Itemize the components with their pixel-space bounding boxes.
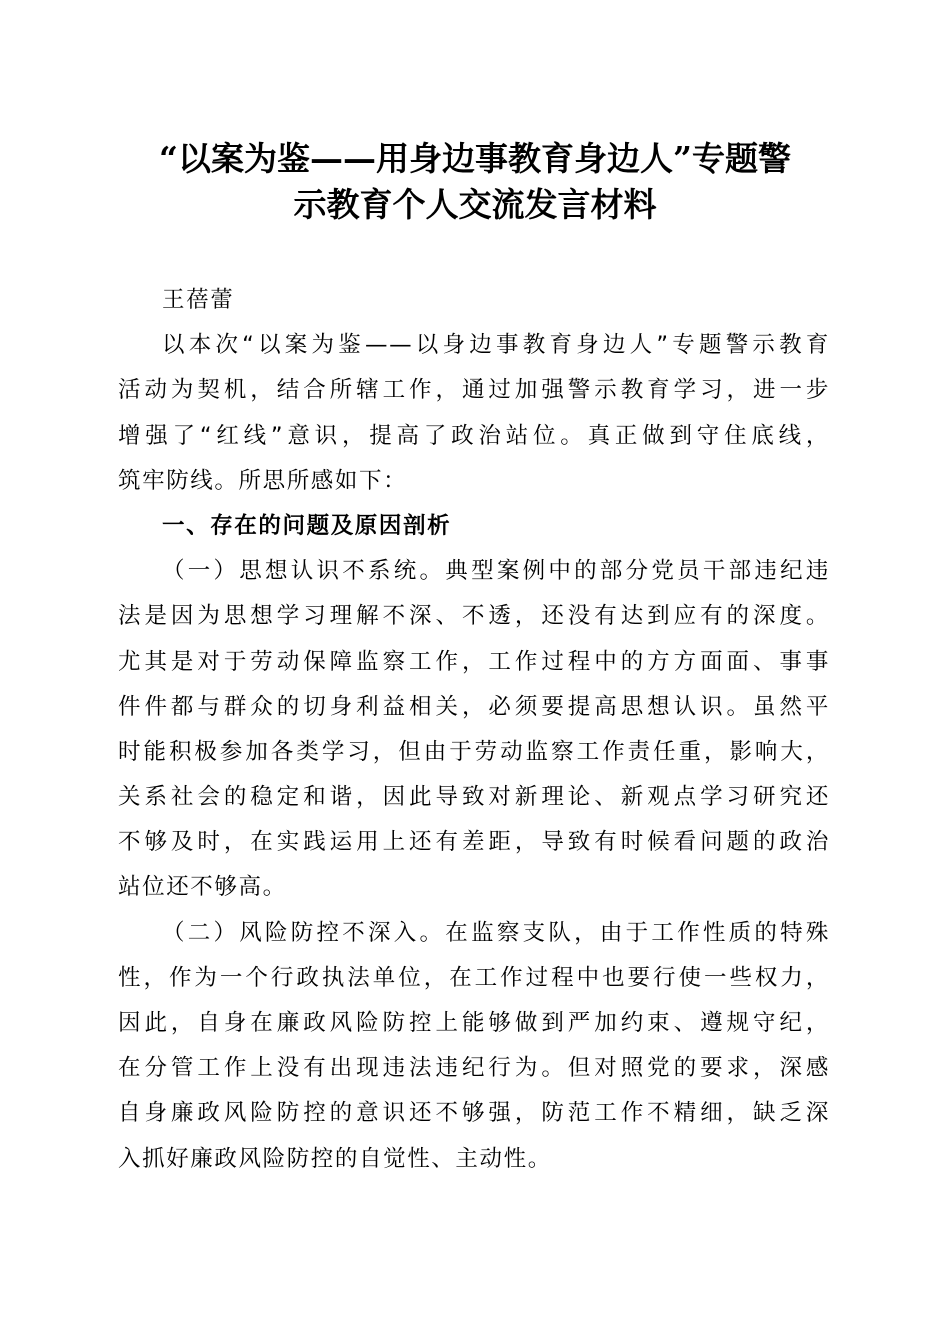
document-title [100, 136, 850, 228]
intro-line: 筑牢防线。所思所感如下： [118, 467, 408, 494]
paragraph-line: 关系社会的稳定和谐，因此导致对新理论、新观点学习研究还 [118, 784, 830, 811]
paragraph-line: 法是因为思想学习理解不深、不透，还没有达到应有的深度。 [118, 603, 830, 630]
paragraph-line: （一）思想认识不系统。典型案例中的部分党员干部违纪违 [162, 558, 830, 585]
section-heading: 一、存在的问题及原因剖析 [162, 512, 452, 539]
intro-line: 以本次“以案为鉴——以身边事教育身边人”专题警示教育 [162, 332, 830, 359]
paragraph-line: 在分管工作上没有出现违法违纪行为。但对照党的要求，深感 [118, 1055, 830, 1082]
title-line-2: 示教育个人交流发言材料 [293, 185, 657, 224]
paragraph-line: 尤其是对于劳动保障监察工作，工作过程中的方方面面、事事 [118, 648, 830, 675]
paragraph-line: 入抓好廉政风险防控的自觉性、主动性。 [118, 1145, 552, 1172]
intro-line: 活动为契机，结合所辖工作，通过加强警示教育学习，进一步 [118, 377, 830, 404]
paragraph-line: 不够及时，在实践运用上还有差距，导致有时候看问题的政治 [118, 829, 830, 856]
paragraph-line: 站位还不够高。 [118, 874, 287, 901]
paragraph-line: 自身廉政风险防控的意识还不够强，防范工作不精细，缺乏深 [118, 1100, 830, 1127]
author-name: 王蓓蕾 [162, 287, 235, 313]
paragraph-line: 因此，自身在廉政风险防控上能够做到严加约束、遵规守纪， [118, 1010, 830, 1036]
title-line-1: “以案为鉴——用身边事教育身边人”专题警 [159, 139, 791, 178]
intro-line: 增强了“红线”意识，提高了政治站位。真正做到守住底线， [118, 422, 830, 449]
document-body [118, 278, 830, 1182]
paragraph-line: 性，作为一个行政执法单位，在工作过程中也要行使一些权力， [118, 964, 830, 991]
paragraph-line: 件件都与群众的切身利益相关，必须要提高思想认识。虽然平 [118, 693, 830, 720]
paragraph-line: 时能积极参加各类学习，但由于劳动监察工作责任重，影响大， [118, 738, 830, 765]
paragraph-line: （二）风险防控不深入。在监察支队，由于工作性质的特殊 [162, 919, 830, 946]
